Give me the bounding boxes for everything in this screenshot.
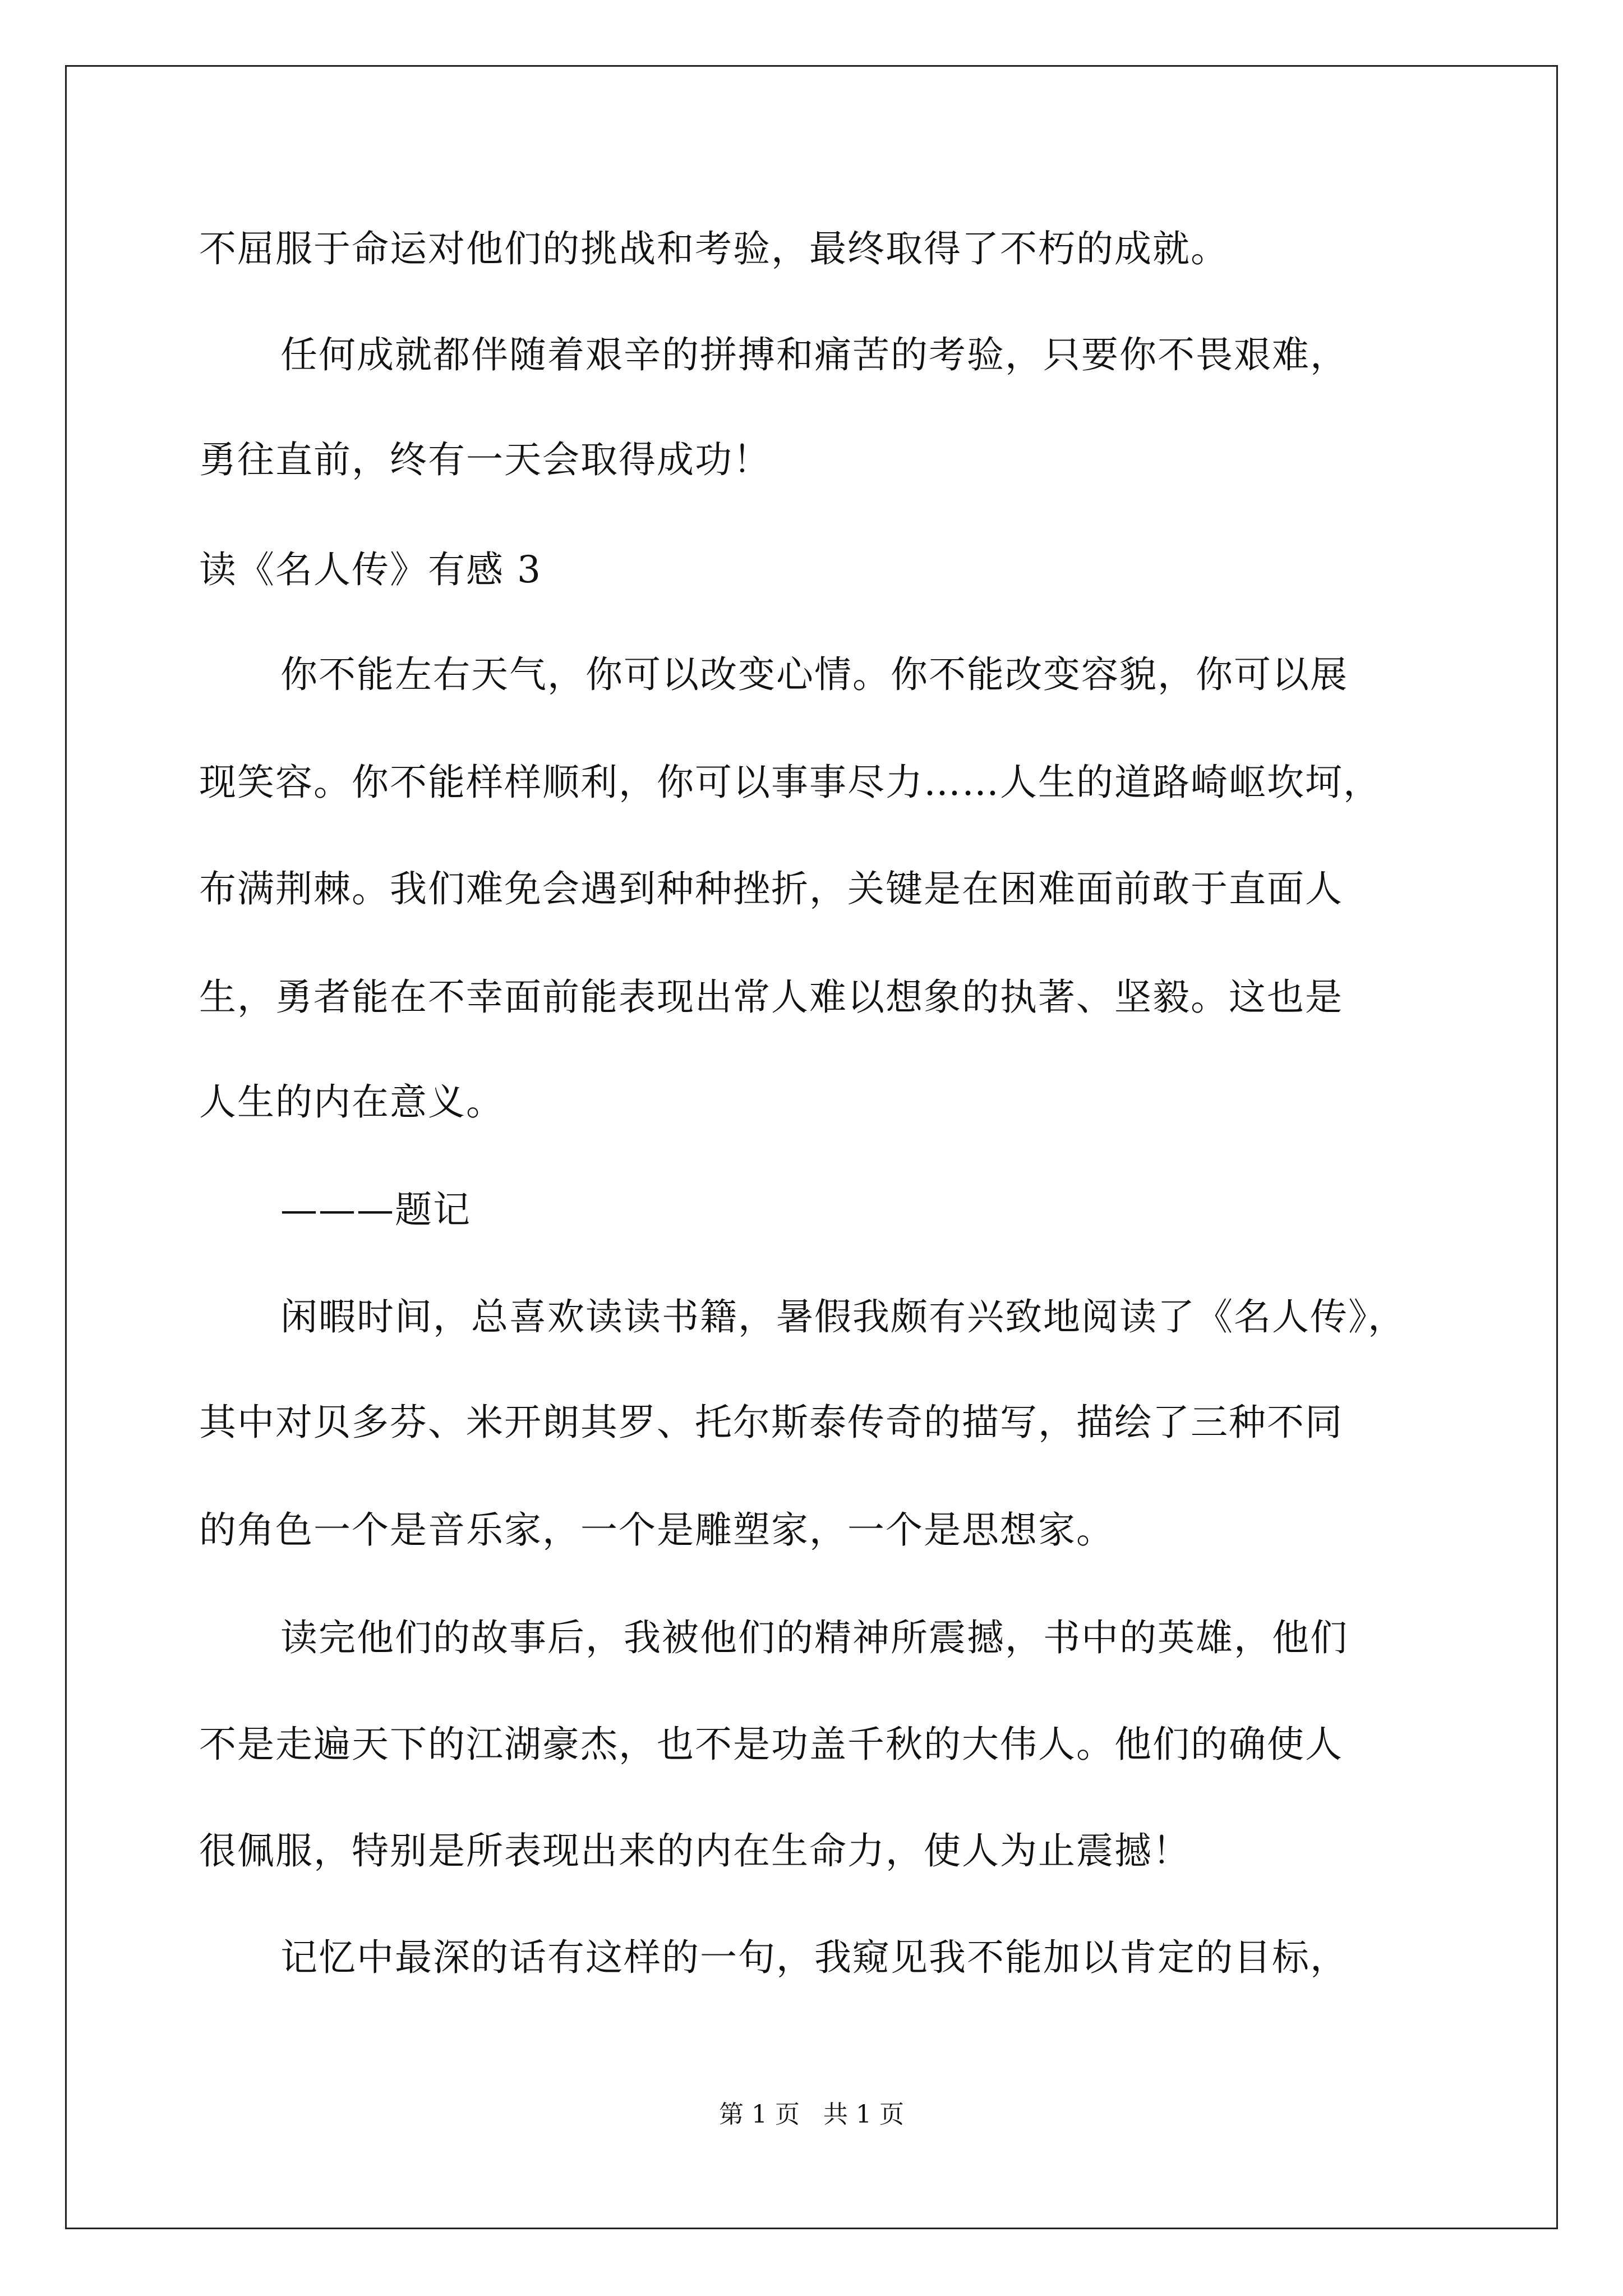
paragraph-line: 很佩服，特别是所表现出来的内在生命力，使人为止震撼！: [199, 1829, 1191, 1872]
page-number-footer: 第 1 页 共 1 页: [719, 2100, 904, 2129]
paragraph-line: 闲暇时间，总喜欢读读书籍，暑假我颇有兴致地阅读了《名人传》，: [280, 1295, 1406, 1338]
paragraph-line: 记忆中最深的话有这样的一句，我窥见我不能加以肯定的目标，: [280, 1936, 1348, 1979]
paragraph-line: 不屈服于命运对他们的挑战和考验，最终取得了不朽的成就。: [199, 227, 1229, 270]
paragraph-line: 勇往直前，终有一天会取得成功！: [199, 438, 771, 481]
paragraph-line: 人生的内在意义。: [199, 1080, 504, 1124]
section-heading: 读《名人传》有感 3: [199, 548, 542, 591]
paragraph-line: 任何成就都伴随着艰辛的拼搏和痛苦的考验，只要你不畏艰难，: [280, 333, 1348, 376]
paragraph-line: 不是走遍天下的江湖豪杰，也不是功盖千秋的大伟人。他们的确使人: [199, 1723, 1343, 1766]
paragraph-line: 其中对贝多芬、米开朗其罗、托尔斯泰传奇的描写，描绘了三种不同: [199, 1401, 1343, 1444]
paragraph-line: 读完他们的故事后，我被他们的精神所震撼，书中的英雄，他们: [280, 1616, 1348, 1659]
paragraph-line: 现笑容。你不能样样顺利，你可以事事尽力……人生的道路崎岖坎坷，: [199, 761, 1381, 804]
paragraph-line: 的角色一个是音乐家，一个是雕塑家，一个是思想家。: [199, 1508, 1114, 1552]
paragraph-line: 布满荆棘。我们难免会遇到种种挫折，关键是在困难面前敢于直面人: [199, 867, 1343, 910]
paragraph-line: 你不能左右天气，你可以改变心情。你不能改变容貌，你可以展: [280, 653, 1348, 696]
paragraph-line: 生，勇者能在不幸面前能表现出常人难以想象的执著、坚毅。这也是: [199, 976, 1343, 1019]
epigraph-attribution: ———题记: [280, 1188, 471, 1231]
page-border: [65, 65, 1558, 2229]
